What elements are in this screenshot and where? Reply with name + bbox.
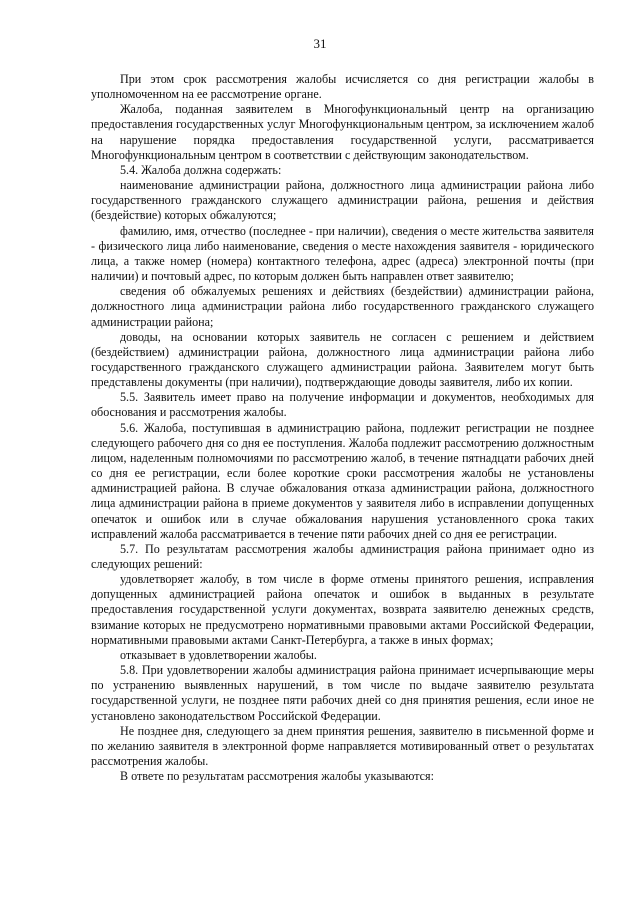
paragraph-appealed-decisions: сведения об обжалуемых решениях и действиях (бездействии) администрации района, должностного лица администрации района либо государственного гражданского служащего администрации района; <box>91 284 594 329</box>
paragraph-applicant-details: фамилию, имя, отчество (последнее - при наличии), сведения о месте жительства заявителя - физического лица либо наименование, сведения о месте нахождения заявителя - юридического лица, а также номер (номера) контактного телефона, адрес (адреса) электронной почты (при наличии) и почтовый адрес, по которым должен быть направлен ответ заявителю; <box>91 223 594 284</box>
paragraph-5-8: 5.8. При удовлетворении жалобы администрация района принимает исчерпывающие меры по устранению выявленных нарушений, в том числе по выдаче заявителю результата государственной услуги, не позднее пяти рабочих дней со дня принятия решения, если иное не установлено законодательством Российской Федерации. <box>91 663 594 723</box>
paragraph-arguments: доводы, на основании которых заявитель не согласен с решением и действием (бездействием) администрации района, должностного лица администрации района либо государственного гражданского служащего администрации района. Заявителем могут быть представлены документы (при наличии), подтверждающие доводы заявителя, либо их копии. <box>91 329 594 390</box>
paragraph-5-6: 5.6. Жалоба, поступившая в администрацию района, подлежит регистрации не позднее следующего рабочего дня со дня ее поступления. Жалоба подлежит рассмотрению должностным лицом, наделенным полномочиями по рассмотрению жалоб, в течение пятнадцати рабочих дней со дня ее регистрации, если более короткие сроки рассмотрения жалобы не установлены администрацией района. В случае обжалования отказа администрации района, должностного лица администрации района в приеме документов у заявителя либо в исправлении допущенных опечаток и ошибок или в случае обжалования нарушения установленного срока таких исправлений жалоба рассматривается в течение пяти рабочих дней со дня ее регистрации. <box>91 420 594 541</box>
paragraph-satisfy-complaint: удовлетворяет жалобу, в том числе в форме отмены принятого решения, исправления допущенных администрацией района опечаток и ошибок в выданных в результате предоставления государственной услуги документах, возврата заявителю денежных средств, взимание которых не предусмотрено нормативными правовыми актами Российской Федерации, нормативными правовыми актами Санкт-Петербурга, а также в иных формах; <box>91 572 594 647</box>
paragraph-mfc-complaint: Жалоба, поданная заявителем в Многофункциональный центр на организацию предоставления государственных услуг Многофункциональным центром, за исключением жалоб на нарушение порядка предоставления государственной услуги, рассматривается Многофункциональным центром в соответствии с действующим законодательством. <box>91 102 594 162</box>
page-number: 31 <box>313 36 327 51</box>
paragraph-5-5: 5.5. Заявитель имеет право на получение информации и документов, необходимых для обоснования и рассмотрения жалобы. <box>91 390 594 420</box>
document-body <box>91 72 594 784</box>
paragraph-5-4-heading: 5.4. Жалоба должна содержать: <box>120 162 282 177</box>
paragraph-response-contents: В ответе по результатам рассмотрения жалобы указываются: <box>120 769 434 784</box>
paragraph-reasoned-response: Не позднее дня, следующего за днем принятия решения, заявителю в письменной форме и по желанию заявителя в электронной форме направляется мотивированный ответ о результатах рассмотрения жалобы. <box>91 723 594 769</box>
paragraph-refuse-complaint: отказывает в удовлетворении жалобы. <box>120 647 317 662</box>
paragraph-5-7: 5.7. По результатам рассмотрения жалобы администрация района принимает одно из следующих решений: <box>91 541 594 571</box>
paragraph-administration-name: наименование администрации района, должностного лица администрации района либо государственного гражданского служащего администрации района, решения и действия (бездействие) которых обжалуются; <box>91 178 594 223</box>
paragraph-complaint-period: При этом срок рассмотрения жалобы исчисляется со дня регистрации жалобы в уполномоченном на ее рассмотрение органе. <box>91 72 594 102</box>
